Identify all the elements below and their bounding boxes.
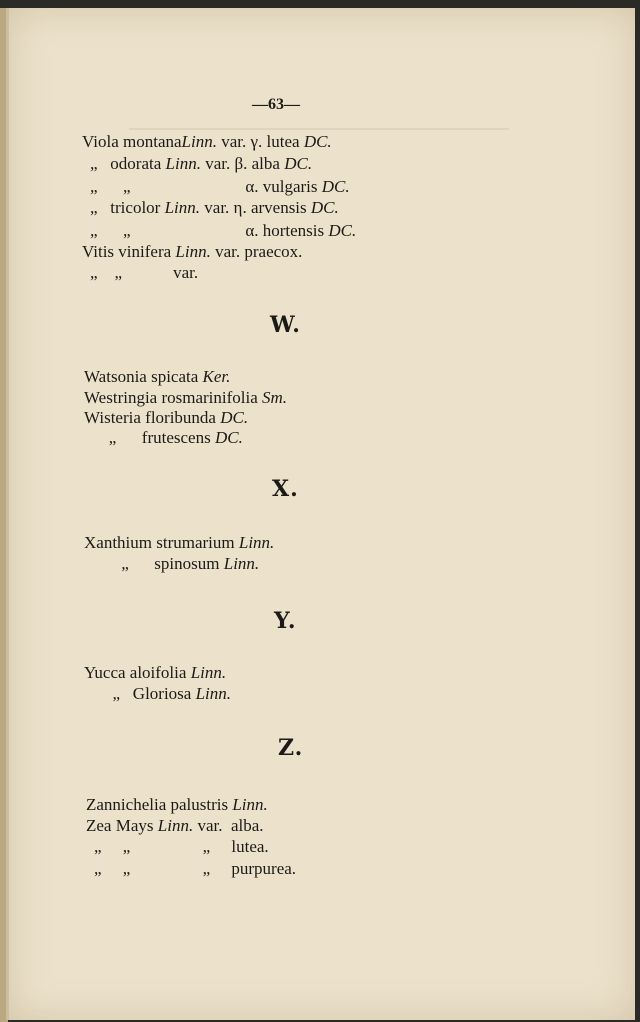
list-item: Westringia rosmarinifolia Sm. [84, 388, 288, 407]
list-item: „ Gloriosa Linn. [104, 684, 232, 703]
list-item: Zannichelia palustris Linn. [86, 795, 268, 814]
list-item: Xanthium strumarium Linn. [84, 533, 275, 552]
list-item: „ odorata Linn. var. β. alba DC. [90, 154, 313, 173]
list-item: Vitis vinifera Linn. var. praecox. [82, 242, 303, 261]
list-item: Wisteria floribunda DC. [84, 408, 249, 427]
list-item: „ „ var. [90, 263, 199, 282]
list-item: „ „ α. vulgaris DC. [90, 177, 350, 196]
section-heading-w: W. [270, 312, 301, 338]
list-item: „ frutescens DC. [96, 428, 243, 447]
page-number: —63— [252, 96, 300, 113]
section-heading-x: X. [272, 476, 299, 502]
list-item: Yucca aloifolia Linn. [84, 663, 227, 682]
list-item: „ „ „ purpurea. [94, 859, 297, 878]
list-item: Zea Mays Linn. var. alba. [86, 816, 264, 835]
section-heading-z: Z. [278, 735, 304, 761]
list-item: „ „ α. hortensis DC. [90, 221, 357, 240]
section-heading-y: Y. [274, 608, 297, 634]
list-item: „ tricolor Linn. var. η. arvensis DC. [90, 198, 339, 217]
list-item: „ „ „ lutea. [94, 837, 269, 856]
list-item: Viola montanaLinn. var. γ. lutea DC. [82, 132, 332, 151]
list-item: „ spinosum Linn. [100, 554, 260, 573]
list-item: Watsonia spicata Ker. [84, 367, 231, 386]
